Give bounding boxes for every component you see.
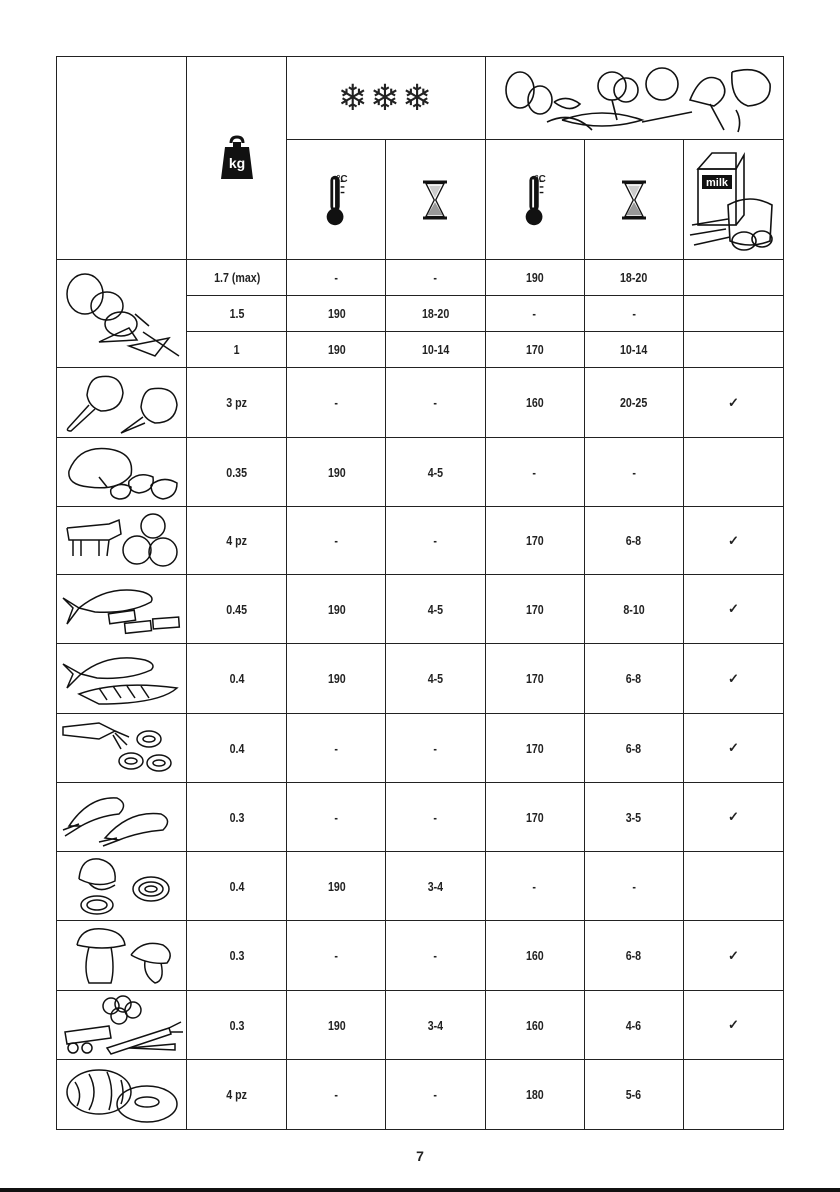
fresh-time-cell: 10-14 [584,332,683,368]
chicken-nuggets-icon [57,438,187,507]
fresh-time-cell: 6-8 [584,714,683,783]
shake-cell: ✓ [683,644,783,714]
weight-header [187,57,287,260]
frozen-temp-cell: - [287,368,386,438]
fresh-time-header [584,140,683,260]
frozen-temp-cell: 190 [287,575,386,644]
weight-cell: 1.5 [187,296,287,332]
frozen-time-cell: 10-14 [386,332,485,368]
vegetables-icon [57,991,187,1060]
shake-cell: ✓ [683,921,783,991]
fresh-time-cell: - [584,438,683,507]
frozen-temp-cell: 190 [287,991,386,1060]
freezer-header [287,57,485,140]
table-row [57,714,784,783]
table-row [57,644,784,714]
shake-cell [683,260,783,296]
page-number: 7 [416,1148,424,1164]
fresh-time-cell: 20-25 [584,368,683,438]
frozen-temp-cell: - [287,714,386,783]
frozen-time-cell: - [386,507,485,575]
meatballs-icon [57,507,187,575]
fresh-temp-cell: 180 [485,1060,584,1130]
weight-cell: 4 pz [187,1060,287,1130]
potato-wedges-icon [57,260,187,368]
frozen-time-cell: 3-4 [386,852,485,921]
frozen-temp-cell: 190 [287,332,386,368]
fresh-food-icon [492,60,777,136]
fresh-temp-cell: 170 [485,332,584,368]
temperature-unit: °C [336,173,348,185]
fresh-temp-cell: 170 [485,714,584,783]
frozen-time-cell: - [386,368,485,438]
fresh-temp-cell: 170 [485,575,584,644]
frozen-time-cell: - [386,921,485,991]
temperature-unit: °C [534,173,546,185]
frozen-temperature-header [287,140,386,260]
frozen-time-header [386,140,485,260]
frozen-time-cell: 4-5 [386,438,485,507]
fresh-time-cell: 6-8 [584,921,683,991]
fresh-time-cell: 4-6 [584,991,683,1060]
frozen-temp-cell: 190 [287,644,386,714]
weight-cell: 1 [187,332,287,368]
frozen-temp-cell: 190 [287,296,386,332]
fresh-time-cell: 6-8 [584,507,683,575]
weight-cell: 0.45 [187,575,287,644]
table-row [57,438,784,507]
table-row [57,991,784,1060]
fresh-time-cell: 18-20 [584,260,683,296]
fresh-food-header [485,57,783,140]
weight-cell: 3 pz [187,368,287,438]
fresh-temperature-header [485,140,584,260]
weight-cell: 1.7 (max) [187,260,287,296]
milk-carton-icon [688,145,778,255]
frozen-time-cell: - [386,783,485,852]
hourglass-icon [619,177,649,223]
fresh-temp-cell: 170 [485,644,584,714]
onion-rings-icon [57,852,187,921]
weight-cell: 0.3 [187,921,287,991]
shake-cell [683,852,783,921]
fish-fillet-icon [57,644,187,714]
fresh-time-cell: - [584,852,683,921]
weight-icon [219,135,255,181]
mushrooms-icon [57,921,187,991]
weight-cell: 0.35 [187,438,287,507]
fresh-time-cell: 8-10 [584,575,683,644]
weight-cell: 0.4 [187,852,287,921]
shake-cell: ✓ [683,368,783,438]
bottom-rule [0,1188,840,1192]
shake-cell [683,296,783,332]
shake-cell [683,332,783,368]
weight-icon-label: kg [228,155,245,171]
frozen-temp-cell: 190 [287,852,386,921]
frozen-temp-cell: - [287,507,386,575]
shake-cell: ✓ [683,575,783,644]
cooking-table [56,56,784,1130]
fresh-temp-cell: - [485,852,584,921]
table-row [57,783,784,852]
shake-cell: ✓ [683,991,783,1060]
shake-cell: ✓ [683,507,783,575]
frozen-time-cell: - [386,714,485,783]
frozen-time-cell: - [386,1060,485,1130]
fresh-time-cell: 3-5 [584,783,683,852]
fresh-time-cell: - [584,296,683,332]
shake-cell: ✓ [683,783,783,852]
shake-cell: ✓ [683,714,783,783]
table-row [57,852,784,921]
fresh-time-cell: 6-8 [584,644,683,714]
blank-header-cell [57,57,187,260]
shake-header [683,140,783,260]
frozen-temp-cell: - [287,260,386,296]
frozen-time-cell: 3-4 [386,991,485,1060]
frozen-temp-cell: - [287,921,386,991]
hourglass-icon [420,177,450,223]
shake-cell [683,1060,783,1130]
frozen-time-cell: - [386,260,485,296]
frozen-temp-cell: - [287,1060,386,1130]
shake-cell [683,438,783,507]
frozen-time-cell: 4-5 [386,644,485,714]
shrimp-icon [57,783,187,852]
frozen-temp-cell: 190 [287,438,386,507]
table-row [57,368,784,438]
fresh-time-cell: 5-6 [584,1060,683,1130]
table-row [57,507,784,575]
table-row [57,1060,784,1130]
table-row [57,921,784,991]
squid-rings-icon [57,714,187,783]
weight-cell: 0.3 [187,991,287,1060]
fresh-temp-cell: 170 [485,783,584,852]
frozen-time-cell: 18-20 [386,296,485,332]
frozen-time-cell: 4-5 [386,575,485,644]
fresh-temp-cell: - [485,296,584,332]
fresh-temp-cell: 170 [485,507,584,575]
fresh-temp-cell: 160 [485,368,584,438]
frozen-temp-cell: - [287,783,386,852]
weight-cell: 0.3 [187,783,287,852]
weight-cell: 4 pz [187,507,287,575]
chicken-drumstick-icon [57,368,187,438]
table-row [57,260,784,296]
fresh-temp-cell: 160 [485,991,584,1060]
weight-cell: 0.4 [187,644,287,714]
fish-sticks-icon [57,575,187,644]
table-row [57,575,784,644]
fresh-temp-cell: 160 [485,921,584,991]
donuts-icon [57,1060,187,1130]
fresh-temp-cell: 190 [485,260,584,296]
milk-label: milk [706,176,729,189]
fresh-temp-cell: - [485,438,584,507]
three-snowflakes-icon: ❄❄❄ [337,77,435,119]
weight-cell: 0.4 [187,714,287,783]
